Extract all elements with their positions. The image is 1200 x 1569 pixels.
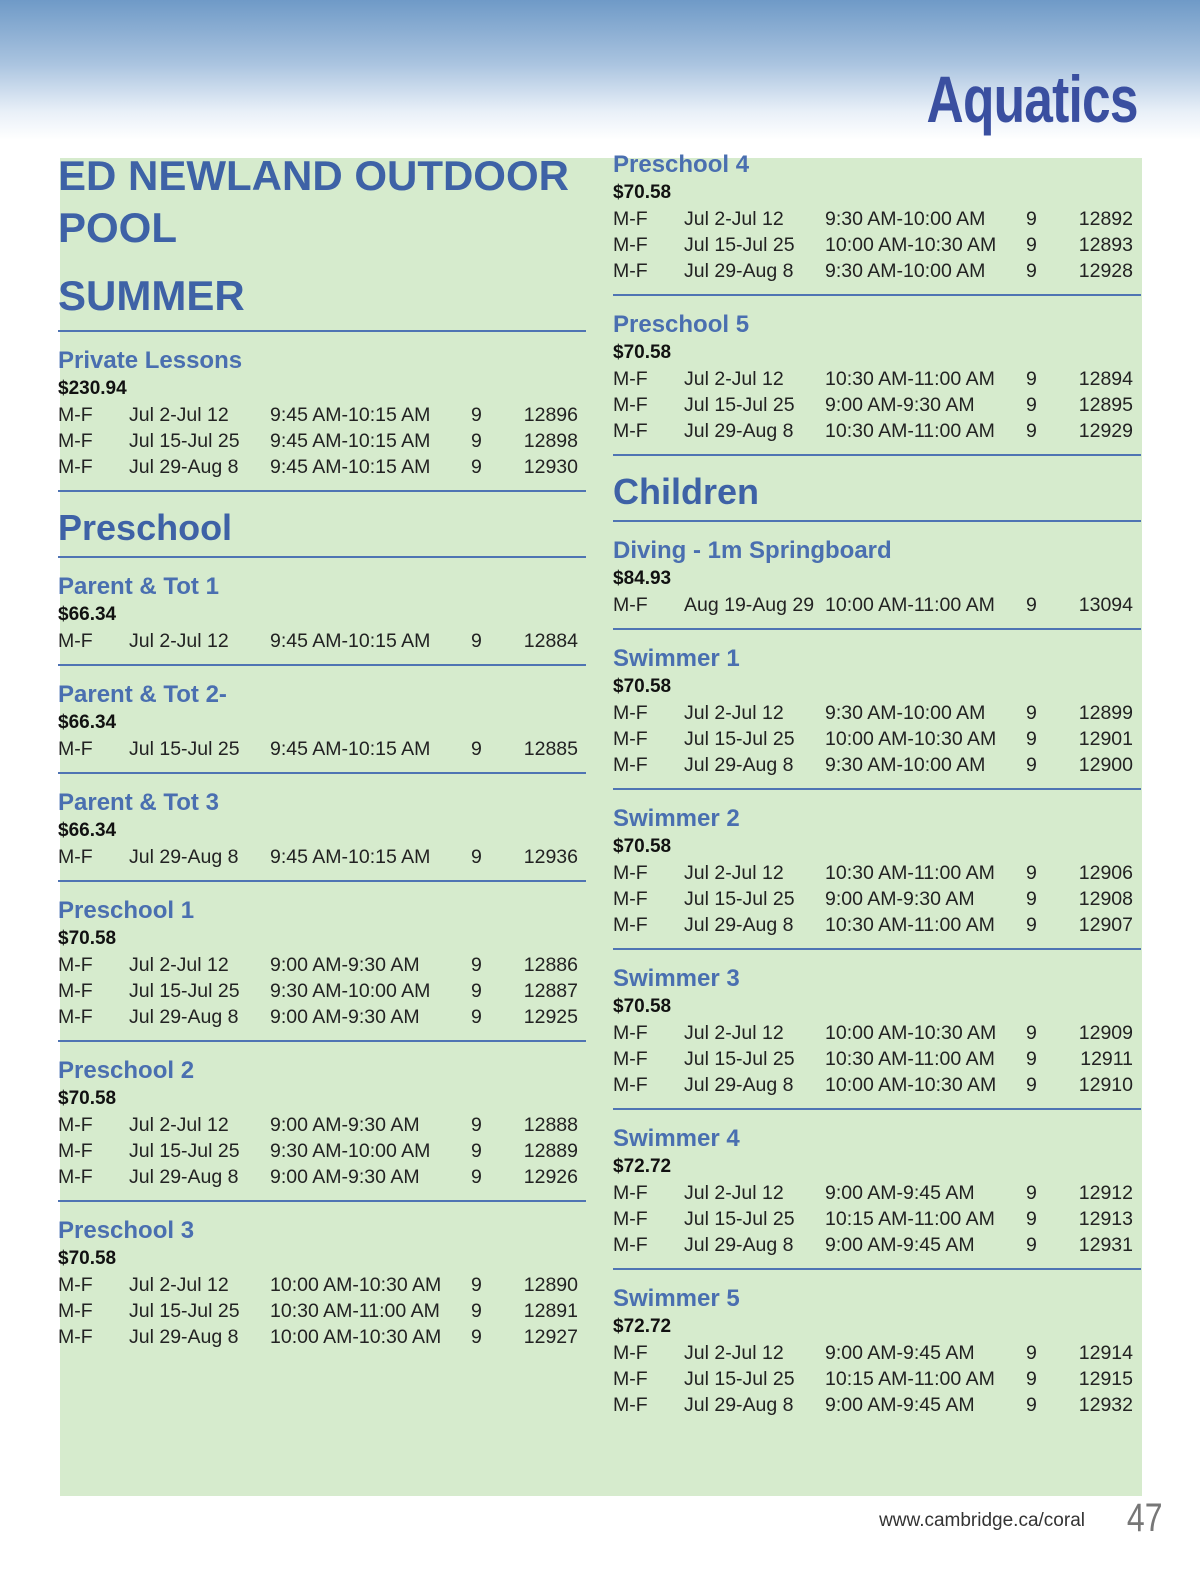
class-price: $70.58 <box>58 1248 117 1269</box>
schedule-row <box>613 1340 1141 1366</box>
days-cell: M-F <box>613 394 648 416</box>
code-cell: 12906 <box>1078 862 1133 884</box>
sessions-cell: 9 <box>1026 1342 1037 1364</box>
divider <box>58 490 586 492</box>
dates-cell: Jul 15-Jul 25 <box>129 980 240 1002</box>
time-cell: 10:30 AM-11:00 AM <box>825 1048 995 1070</box>
sessions-cell: 9 <box>471 430 482 452</box>
days-cell: M-F <box>613 368 648 390</box>
dates-cell: Jul 15-Jul 25 <box>684 1208 795 1230</box>
right-sections <box>613 536 1141 1418</box>
schedule-row <box>613 592 1141 618</box>
sessions-cell: 9 <box>471 1006 482 1028</box>
days-cell: M-F <box>58 846 93 868</box>
days-cell: M-F <box>613 208 648 230</box>
days-cell: M-F <box>613 1022 648 1044</box>
time-cell: 9:30 AM-10:00 AM <box>825 754 986 776</box>
schedule-row <box>613 1180 1141 1206</box>
days-cell: M-F <box>613 234 648 256</box>
dates-cell: Jul 29-Aug 8 <box>684 914 794 936</box>
dates-cell: Jul 15-Jul 25 <box>129 738 240 760</box>
class-title: Swimmer 3 <box>613 965 740 992</box>
divider <box>613 294 1141 296</box>
class-section <box>58 896 586 1042</box>
class-price: $70.58 <box>58 928 117 949</box>
code-cell: 12910 <box>1078 1074 1133 1096</box>
days-cell: M-F <box>613 1048 648 1070</box>
dates-cell: Jul 2-Jul 12 <box>129 1274 229 1296</box>
code-cell: 12914 <box>1078 1342 1133 1364</box>
schedule-row <box>613 206 1141 232</box>
class-title: Preschool 4 <box>613 151 750 178</box>
sessions-cell: 9 <box>1026 1368 1037 1390</box>
time-cell: 9:00 AM-9:30 AM <box>270 1114 420 1136</box>
class-price: $70.58 <box>613 342 672 363</box>
page-number: 47 <box>1126 1496 1162 1540</box>
time-cell: 10:30 AM-11:00 AM <box>825 420 995 442</box>
category-title: Preschool <box>58 507 233 548</box>
class-section <box>613 1124 1141 1270</box>
dates-cell: Jul 15-Jul 25 <box>684 394 795 416</box>
dates-cell: Jul 29-Aug 8 <box>129 456 239 478</box>
time-cell: 10:15 AM-11:00 AM <box>825 1368 995 1390</box>
time-cell: 9:00 AM-9:45 AM <box>825 1394 975 1416</box>
class-title: Preschool 3 <box>58 1217 195 1244</box>
code-cell: 12898 <box>523 430 578 452</box>
code-cell: 12929 <box>1078 420 1133 442</box>
dates-cell: Jul 2-Jul 12 <box>684 1182 784 1204</box>
schedule-row <box>58 952 586 978</box>
days-cell: M-F <box>58 1166 93 1188</box>
sessions-cell: 9 <box>471 630 482 652</box>
schedule-row <box>58 1272 586 1298</box>
dates-cell: Jul 29-Aug 8 <box>129 846 239 868</box>
days-cell: M-F <box>58 980 93 1002</box>
divider <box>58 772 586 774</box>
class-title: Swimmer 5 <box>613 1285 740 1312</box>
days-cell: M-F <box>613 728 648 750</box>
days-cell: M-F <box>613 862 648 884</box>
time-cell: 9:30 AM-10:00 AM <box>825 702 986 724</box>
schedule-row <box>58 1004 586 1030</box>
days-cell: M-F <box>58 456 93 478</box>
time-cell: 9:00 AM-9:30 AM <box>270 1006 420 1028</box>
days-cell: M-F <box>613 1394 648 1416</box>
days-cell: M-F <box>613 702 648 724</box>
time-cell: 9:45 AM-10:15 AM <box>270 846 431 868</box>
time-cell: 9:00 AM-9:30 AM <box>270 954 420 976</box>
time-cell: 9:30 AM-10:00 AM <box>270 980 431 1002</box>
code-cell: 12909 <box>1078 1022 1133 1044</box>
sessions-cell: 9 <box>1026 1182 1037 1204</box>
days-cell: M-F <box>58 630 93 652</box>
class-section <box>613 644 1141 790</box>
class-title: Diving - 1m Springboard <box>613 537 892 564</box>
footer-url[interactable]: www.cambridge.ca/coral <box>879 1510 1085 1531</box>
code-cell: 12888 <box>523 1114 578 1136</box>
schedule-row <box>58 978 586 1004</box>
code-cell: 12890 <box>523 1274 578 1296</box>
days-cell: M-F <box>613 260 648 282</box>
dates-cell: Jul 15-Jul 25 <box>684 888 795 910</box>
sessions-cell: 9 <box>1026 368 1037 390</box>
code-cell: 12913 <box>1078 1208 1133 1230</box>
days-cell: M-F <box>58 404 93 426</box>
days-cell: M-F <box>58 1326 93 1348</box>
right-top-sections <box>613 150 1141 456</box>
sessions-cell: 9 <box>1026 1394 1037 1416</box>
class-section <box>613 964 1141 1110</box>
code-cell: 12915 <box>1078 1368 1133 1390</box>
schedule-row <box>58 736 586 762</box>
dates-cell: Jul 29-Aug 8 <box>684 1234 794 1256</box>
dates-cell: Jul 29-Aug 8 <box>684 260 794 282</box>
sessions-cell: 9 <box>1026 888 1037 910</box>
sessions-cell: 9 <box>1026 1234 1037 1256</box>
class-title: Preschool 5 <box>613 311 750 338</box>
schedule-row <box>613 392 1141 418</box>
code-cell: 12893 <box>1078 234 1133 256</box>
dates-cell: Jul 29-Aug 8 <box>684 420 794 442</box>
code-cell: 12928 <box>1078 260 1133 282</box>
dates-cell: Jul 15-Jul 25 <box>129 430 240 452</box>
time-cell: 9:00 AM-9:45 AM <box>825 1182 975 1204</box>
schedule-row <box>58 1324 586 1350</box>
sessions-cell: 9 <box>471 1300 482 1322</box>
dates-cell: Jul 15-Jul 25 <box>129 1140 240 1162</box>
facility-title: ED NEWLAND OUTDOOR POOL <box>58 152 569 251</box>
dates-cell: Jul 29-Aug 8 <box>129 1166 239 1188</box>
days-cell: M-F <box>613 754 648 776</box>
sessions-cell: 9 <box>1026 728 1037 750</box>
time-cell: 10:00 AM-10:30 AM <box>825 234 997 256</box>
days-cell: M-F <box>613 1234 648 1256</box>
code-cell: 12899 <box>1078 702 1133 724</box>
sessions-cell: 9 <box>1026 234 1037 256</box>
sessions-cell: 9 <box>1026 1208 1037 1230</box>
class-title: Swimmer 1 <box>613 645 740 672</box>
days-cell: M-F <box>58 1274 93 1296</box>
class-title: Private Lessons <box>58 347 243 374</box>
code-cell: 12931 <box>1078 1234 1133 1256</box>
category-title: Children <box>613 471 760 512</box>
schedule-row <box>613 1020 1141 1046</box>
schedule-row <box>613 1392 1141 1418</box>
schedule-row <box>613 418 1141 444</box>
schedule-row <box>613 366 1141 392</box>
schedule-row <box>58 844 586 870</box>
sessions-cell: 9 <box>1026 754 1037 776</box>
dates-cell: Jul 15-Jul 25 <box>129 1300 240 1322</box>
time-cell: 10:30 AM-11:00 AM <box>825 914 995 936</box>
code-cell: 12896 <box>523 404 578 426</box>
class-section <box>58 1216 586 1350</box>
dates-cell: Jul 2-Jul 12 <box>129 630 229 652</box>
schedule-row <box>613 726 1141 752</box>
schedule-row <box>613 700 1141 726</box>
dates-cell: Aug 19-Aug 29 <box>684 594 815 616</box>
sessions-cell: 9 <box>471 456 482 478</box>
code-cell: 12927 <box>523 1326 578 1348</box>
code-cell: 12889 <box>523 1140 578 1162</box>
left-sections <box>58 572 586 1350</box>
code-cell: 12886 <box>523 954 578 976</box>
sessions-cell: 9 <box>1026 394 1037 416</box>
class-section <box>613 804 1141 950</box>
sessions-cell: 9 <box>471 738 482 760</box>
class-price: $70.58 <box>613 182 672 203</box>
schedule-row <box>613 232 1141 258</box>
schedule-row <box>613 1206 1141 1232</box>
schedule-row <box>58 1112 586 1138</box>
class-title: Parent & Tot 2- <box>58 681 227 708</box>
divider <box>58 1040 586 1042</box>
divider <box>58 1200 586 1202</box>
class-price: $70.58 <box>58 1088 117 1109</box>
schedule-row <box>58 402 586 428</box>
days-cell: M-F <box>58 1300 93 1322</box>
schedule-row <box>58 454 586 480</box>
time-cell: 9:00 AM-9:30 AM <box>825 394 975 416</box>
dates-cell: Jul 15-Jul 25 <box>684 728 795 750</box>
days-cell: M-F <box>613 1368 648 1390</box>
schedule-row <box>613 860 1141 886</box>
class-price: $66.34 <box>58 820 117 841</box>
class-price: $72.72 <box>613 1156 672 1177</box>
divider <box>58 556 586 558</box>
time-cell: 10:30 AM-11:00 AM <box>825 862 995 884</box>
dates-cell: Jul 29-Aug 8 <box>684 1074 794 1096</box>
time-cell: 9:30 AM-10:00 AM <box>270 1140 431 1162</box>
code-cell: 12925 <box>523 1006 578 1028</box>
code-cell: 12908 <box>1078 888 1133 910</box>
sessions-cell: 9 <box>1026 702 1037 724</box>
class-title: Parent & Tot 1 <box>58 573 219 600</box>
dates-cell: Jul 2-Jul 12 <box>684 1342 784 1364</box>
code-cell: 12932 <box>1078 1394 1133 1416</box>
days-cell: M-F <box>58 1114 93 1136</box>
class-section <box>613 310 1141 456</box>
schedule-row <box>613 1366 1141 1392</box>
time-cell: 10:00 AM-10:30 AM <box>270 1274 442 1296</box>
days-cell: M-F <box>613 420 648 442</box>
right-column <box>613 150 1141 1420</box>
class-section <box>613 1284 1141 1418</box>
schedule-row <box>58 1164 586 1190</box>
sessions-cell: 9 <box>1026 1022 1037 1044</box>
code-cell: 12930 <box>523 456 578 478</box>
schedule-row <box>58 428 586 454</box>
divider <box>613 1268 1141 1270</box>
code-cell: 12887 <box>523 980 578 1002</box>
page-title: Aquatics <box>926 62 1138 136</box>
schedule-row <box>58 1298 586 1324</box>
class-title: Preschool 1 <box>58 897 195 924</box>
dates-cell: Jul 29-Aug 8 <box>129 1006 239 1028</box>
time-cell: 10:00 AM-10:30 AM <box>270 1326 442 1348</box>
code-cell: 12894 <box>1078 368 1133 390</box>
class-price: $84.93 <box>613 568 672 589</box>
dates-cell: Jul 15-Jul 25 <box>684 1048 795 1070</box>
schedule-row <box>613 258 1141 284</box>
days-cell: M-F <box>58 1140 93 1162</box>
schedule-row <box>58 628 586 654</box>
divider <box>58 330 586 332</box>
schedule-row <box>613 1072 1141 1098</box>
days-cell: M-F <box>613 1074 648 1096</box>
dates-cell: Jul 2-Jul 12 <box>129 1114 229 1136</box>
time-cell: 9:30 AM-10:00 AM <box>825 208 986 230</box>
sessions-cell: 9 <box>1026 862 1037 884</box>
days-cell: M-F <box>613 1182 648 1204</box>
dates-cell: Jul 2-Jul 12 <box>129 954 229 976</box>
time-cell: 9:45 AM-10:15 AM <box>270 630 431 652</box>
dates-cell: Jul 15-Jul 25 <box>684 234 795 256</box>
time-cell: 9:45 AM-10:15 AM <box>270 738 431 760</box>
class-section <box>613 150 1141 296</box>
sessions-cell: 9 <box>1026 260 1037 282</box>
dates-cell: Jul 29-Aug 8 <box>684 754 794 776</box>
sessions-cell: 9 <box>1026 914 1037 936</box>
divider <box>613 948 1141 950</box>
class-section <box>613 536 1141 630</box>
class-section <box>58 1056 586 1202</box>
code-cell: 12907 <box>1078 914 1133 936</box>
time-cell: 10:00 AM-10:30 AM <box>825 728 997 750</box>
dates-cell: Jul 2-Jul 12 <box>684 1022 784 1044</box>
sessions-cell: 9 <box>471 404 482 426</box>
left-column <box>58 150 586 1352</box>
days-cell: M-F <box>58 1006 93 1028</box>
sessions-cell: 9 <box>471 846 482 868</box>
time-cell: 9:45 AM-10:15 AM <box>270 456 431 478</box>
code-cell: 12885 <box>523 738 578 760</box>
class-price: $66.34 <box>58 712 117 733</box>
code-cell: 12895 <box>1078 394 1133 416</box>
divider <box>613 454 1141 456</box>
code-cell: 12892 <box>1078 208 1133 230</box>
code-cell: 12911 <box>1080 1048 1133 1070</box>
divider <box>613 788 1141 790</box>
class-price: $72.72 <box>613 1316 672 1337</box>
dates-cell: Jul 15-Jul 25 <box>684 1368 795 1390</box>
class-title: Swimmer 4 <box>613 1125 740 1152</box>
code-cell: 12912 <box>1078 1182 1133 1204</box>
code-cell: 12900 <box>1078 754 1133 776</box>
divider <box>58 664 586 666</box>
code-cell: 13094 <box>1078 594 1133 616</box>
class-price: $70.58 <box>613 676 672 697</box>
dates-cell: Jul 2-Jul 12 <box>684 368 784 390</box>
time-cell: 9:45 AM-10:15 AM <box>270 404 431 426</box>
time-cell: 9:30 AM-10:00 AM <box>825 260 986 282</box>
schedule-row <box>58 1138 586 1164</box>
sessions-cell: 9 <box>471 954 482 976</box>
days-cell: M-F <box>58 430 93 452</box>
time-cell: 9:00 AM-9:30 AM <box>825 888 975 910</box>
class-section <box>58 346 586 492</box>
class-section <box>58 680 586 774</box>
sessions-cell: 9 <box>471 1114 482 1136</box>
sessions-cell: 9 <box>1026 1048 1037 1070</box>
code-cell: 12901 <box>1078 728 1133 750</box>
season-title: SUMMER <box>58 272 245 319</box>
left-top-sections <box>58 346 586 492</box>
days-cell: M-F <box>613 1342 648 1364</box>
code-cell: 12884 <box>523 630 578 652</box>
sessions-cell: 9 <box>471 1326 482 1348</box>
dates-cell: Jul 29-Aug 8 <box>129 1326 239 1348</box>
days-cell: M-F <box>613 888 648 910</box>
class-section <box>58 572 586 666</box>
schedule-row <box>613 752 1141 778</box>
dates-cell: Jul 2-Jul 12 <box>129 404 229 426</box>
sessions-cell: 9 <box>1026 594 1037 616</box>
schedule-row <box>613 886 1141 912</box>
time-cell: 10:00 AM-10:30 AM <box>825 1022 997 1044</box>
time-cell: 10:15 AM-11:00 AM <box>825 1208 995 1230</box>
class-section <box>58 788 586 882</box>
sessions-cell: 9 <box>1026 1074 1037 1096</box>
class-title: Swimmer 2 <box>613 805 740 832</box>
time-cell: 10:00 AM-10:30 AM <box>825 1074 997 1096</box>
time-cell: 9:00 AM-9:45 AM <box>825 1234 975 1256</box>
time-cell: 10:00 AM-11:00 AM <box>825 594 995 616</box>
divider <box>613 1108 1141 1110</box>
time-cell: 10:30 AM-11:00 AM <box>270 1300 440 1322</box>
class-price: $70.58 <box>613 836 672 857</box>
days-cell: M-F <box>58 954 93 976</box>
time-cell: 9:45 AM-10:15 AM <box>270 430 431 452</box>
dates-cell: Jul 2-Jul 12 <box>684 702 784 724</box>
time-cell: 9:00 AM-9:45 AM <box>825 1342 975 1364</box>
days-cell: M-F <box>613 594 648 616</box>
class-price: $230.94 <box>58 378 127 399</box>
dates-cell: Jul 29-Aug 8 <box>684 1394 794 1416</box>
class-title: Parent & Tot 3 <box>58 789 219 816</box>
sessions-cell: 9 <box>471 980 482 1002</box>
days-cell: M-F <box>613 914 648 936</box>
sessions-cell: 9 <box>471 1166 482 1188</box>
dates-cell: Jul 2-Jul 12 <box>684 208 784 230</box>
time-cell: 10:30 AM-11:00 AM <box>825 368 995 390</box>
divider <box>58 880 586 882</box>
class-price: $66.34 <box>58 604 117 625</box>
sessions-cell: 9 <box>471 1274 482 1296</box>
code-cell: 12891 <box>523 1300 578 1322</box>
divider <box>613 520 1141 522</box>
schedule-row <box>613 1046 1141 1072</box>
sessions-cell: 9 <box>1026 208 1037 230</box>
divider <box>613 628 1141 630</box>
schedule-row <box>613 1232 1141 1258</box>
code-cell: 12926 <box>523 1166 578 1188</box>
days-cell: M-F <box>613 1208 648 1230</box>
dates-cell: Jul 2-Jul 12 <box>684 862 784 884</box>
days-cell: M-F <box>58 738 93 760</box>
class-title: Preschool 2 <box>58 1057 195 1084</box>
code-cell: 12936 <box>523 846 578 868</box>
time-cell: 9:00 AM-9:30 AM <box>270 1166 420 1188</box>
class-price: $70.58 <box>613 996 672 1017</box>
schedule-row <box>613 912 1141 938</box>
sessions-cell: 9 <box>1026 420 1037 442</box>
sessions-cell: 9 <box>471 1140 482 1162</box>
